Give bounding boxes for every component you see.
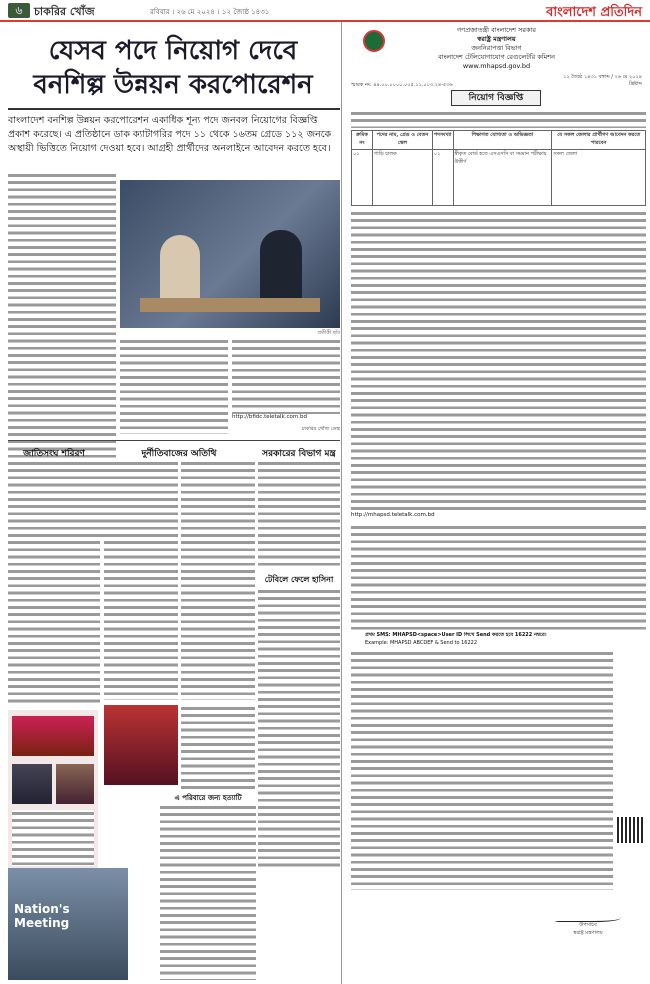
- section-title: চাকরির খোঁজ: [34, 5, 95, 18]
- table-cell: সকল জেলা: [552, 150, 646, 206]
- sub-article-text: [258, 588, 340, 868]
- title-divider: [8, 108, 340, 110]
- photo-caption: প্রতীকী ছবি: [317, 330, 340, 336]
- article-title: [8, 34, 338, 102]
- sub-article-text: [181, 705, 255, 790]
- ad-image: [56, 764, 94, 804]
- byline: চাকরির খোঁজ ডেস্ক: [301, 426, 340, 432]
- person-figure: [160, 235, 200, 305]
- table-header: পদসংখ্যা: [432, 131, 453, 150]
- sub-article-heading: টেবিলে ফেলে হাসিনা: [264, 575, 334, 584]
- signature-title: স্বরাষ্ট্র মন্ত্রণালয়: [573, 930, 603, 936]
- person-figure: [260, 230, 302, 306]
- signature: [555, 912, 621, 922]
- notice-reference: স্মারক নং: ৪৪.০০.০০০০.০০৫.১১.০০৩.২৪-৫৩৬: [351, 82, 453, 88]
- table-cell: স্বীকৃত বোর্ড হতে এসএসসি বা সমমান পরীক্ষায় উত্তীর্ণ: [453, 150, 552, 206]
- signature-block: [543, 922, 633, 938]
- sms-example: Example: MHAPSD ABCDEF & Send to 16222: [365, 640, 478, 646]
- notice-terms: [351, 210, 646, 510]
- notice-badge: নিয়োগ বিজ্ঞপ্তি: [451, 90, 541, 106]
- notice-header: [343, 26, 650, 71]
- sub-article-text: [160, 804, 256, 980]
- page-header: [0, 0, 650, 22]
- article-column-2: [120, 338, 228, 434]
- notice-gov-line: গণপ্রজাতন্ত্রী বাংলাদেশ সরকার: [457, 26, 536, 34]
- table-header: শিক্ষাগত যোগ্যতা ও অভিজ্ঞতা: [453, 131, 552, 150]
- notice-apply-url[interactable]: http://mhapsd.teletalk.com.bd: [351, 512, 435, 518]
- notice-gov-line: জননিরাপত্তা বিভাগ: [471, 44, 522, 52]
- qr-code-icon[interactable]: [617, 817, 643, 843]
- job-notice: [343, 22, 650, 984]
- notice-terms: [351, 524, 646, 630]
- notice-website[interactable]: www.mhapsd.gov.bd: [462, 62, 531, 70]
- article-intro: বাংলাদেশ বনশিল্প উন্নয়ন করপোরেশন একাধিক শূন্য পদে জনবল নিয়োগের বিজ্ঞপ্তি প্রকাশ করেছে। এ প্রতিষ্ঠানে ডাক ক্যাটাগরির পদে ১১ থেকে ১৬তম গ্রেডে ১১২ জনকে অস্থায়ী ভিত্তিতে নিয়োগ দেওয়া হবে। আগ্রহী প্রার্থীদের অনলাইনে আবেদন করতে হবে।: [8, 115, 332, 154]
- notice-terms: [351, 650, 613, 890]
- sub-article-heading: এ পরিবারে জন্য হত্যাটি: [174, 794, 242, 802]
- sms-instruction: প্রথম SMS: MHAPSD<space>User ID লিখে Send করতে হবে 16222 নম্বরে।: [365, 632, 547, 638]
- table-header: ক্রমিক নং: [352, 131, 373, 150]
- table-header: পদের নাম, গ্রেড ও বেতন স্কেল: [372, 131, 432, 150]
- column-divider: [341, 22, 342, 984]
- sub-article-text: [104, 460, 178, 700]
- ad-text: [12, 810, 94, 866]
- notice-date: ১২ জ্যৈষ্ঠ ১৪৩১ বঙ্গাব্দ / ২৬ মে ২০২৪ খ্রিষ্টাব্দ: [563, 74, 642, 87]
- article-photo: [120, 180, 340, 328]
- table-cell: ০১: [432, 150, 453, 206]
- notice-intro-text: [351, 110, 646, 128]
- ad-image: [12, 764, 52, 804]
- signature-name: উপসচিব: [579, 922, 597, 928]
- notice-gov-line: বাংলাদেশ টেলিযোগাযোগ রেগুলেটরি কমিশন: [437, 53, 556, 61]
- newspaper-logo[interactable]: বাংলাদেশ প্রতিদিন: [546, 5, 642, 20]
- vacancy-table: [351, 130, 646, 206]
- sub-article-text: [181, 460, 255, 700]
- article-title-line2: বনশিল্প উন্নয়ন করপোরেশন: [33, 70, 313, 100]
- table-figure: [140, 298, 320, 312]
- table-cell: গাড়ি চালক: [372, 150, 432, 206]
- page-number: ৬: [8, 3, 30, 18]
- sub-article-text: [8, 460, 100, 705]
- sub-article-heading: দুর্নীতিবাজের অতিথি: [141, 449, 217, 459]
- sub-article-heading: সরকারের বিভাগ মন্ত্র: [262, 449, 336, 459]
- sub-article-heading: জাতিসংঘ শরিরণ: [23, 449, 85, 459]
- meeting-ad[interactable]: Nation's Meeting: [8, 868, 128, 980]
- ad-image: [12, 716, 94, 756]
- apply-link[interactable]: http://bfidc.teletalk.com.bd: [232, 414, 307, 420]
- section-divider: [8, 440, 340, 441]
- sub-article-text: [258, 460, 340, 570]
- article-column-3: [232, 338, 340, 414]
- article-title-line1: যেসব পদে নিয়োগ দেবে: [48, 36, 298, 66]
- table-cell: ০১: [352, 150, 373, 206]
- notice-gov-line: স্বরাষ্ট্র মন্ত্রণালয়: [477, 35, 516, 43]
- ad-block[interactable]: [8, 710, 98, 870]
- issue-date: রবিবার । ২৬ মে ২০২৪ । ১২ জ্যৈষ্ঠ ১৪৩১: [150, 8, 270, 16]
- ad-banner[interactable]: [104, 705, 178, 785]
- table-header: যে সকল জেলার প্রার্থীগণ আবেদন করতে পারবেন: [552, 131, 646, 150]
